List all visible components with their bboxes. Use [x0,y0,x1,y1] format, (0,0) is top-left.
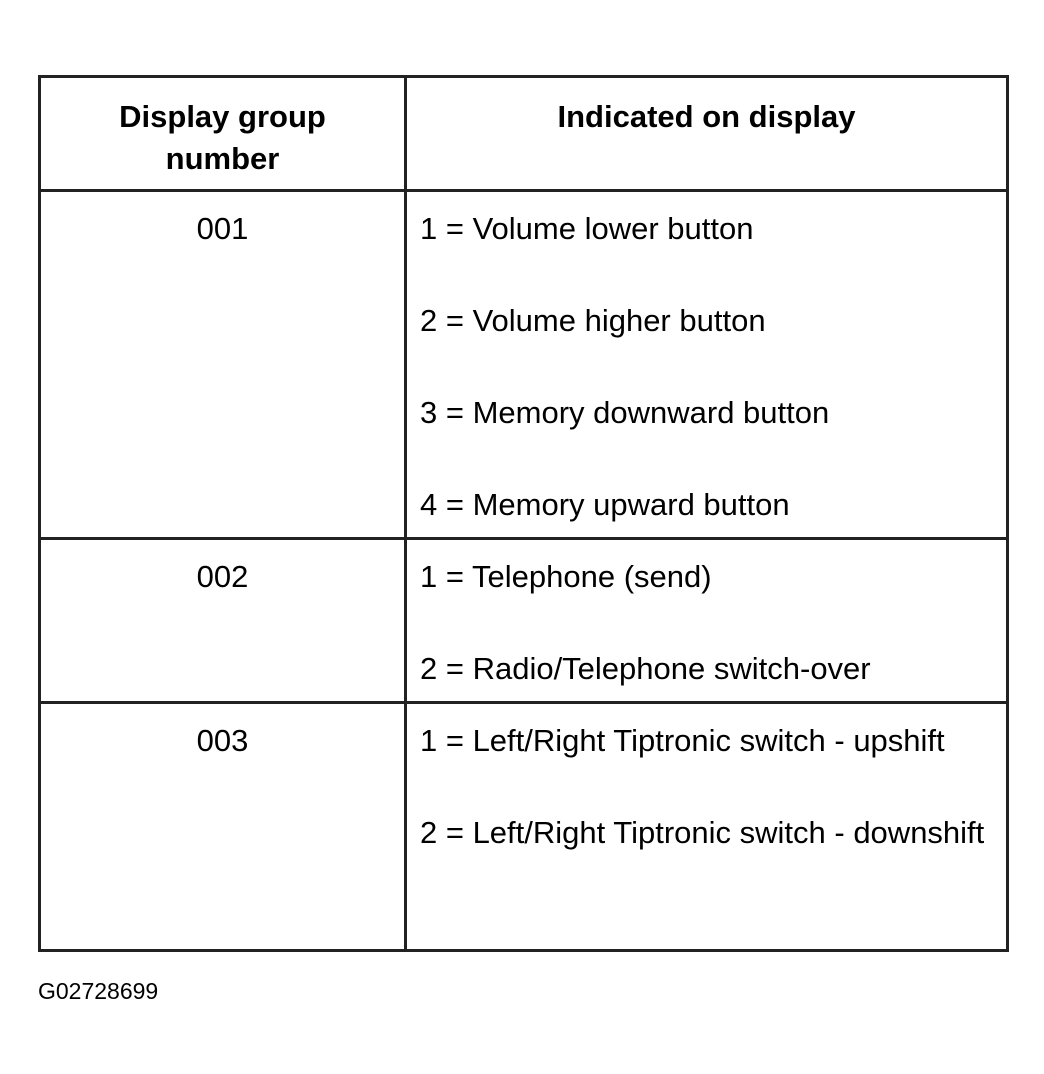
table-row [40,703,1008,951]
header-display-group-number: Display group number [40,77,406,191]
indication-item: 4 = Memory upward button [420,487,790,522]
indication-item: 1 = Left/Right Tiptronic switch - upshift [420,723,945,758]
indication-cell [406,191,1008,539]
header-indicated-on-display: Indicated on display [406,77,1008,191]
indication-item: 2 = Volume higher button [420,303,766,338]
indication-item: 3 = Memory downward button [420,395,830,430]
indication-item: 1 = Volume lower button [420,211,754,246]
indication-cell [406,703,1008,951]
table-row [40,539,1008,703]
group-number-cell: 002 [40,539,406,703]
group-number-cell: 001 [40,191,406,539]
indication-item: 2 = Radio/Telephone switch-over [420,651,871,686]
indication-item: 2 = Left/Right Tiptronic switch - downshift [420,815,985,850]
display-group-table [38,75,1009,952]
indication-cell [406,539,1008,703]
figure-id-label: G02728699 [38,978,159,1004]
indication-item: 1 = Telephone (send) [420,559,712,594]
header-row [40,77,1008,191]
group-number-cell: 003 [40,703,406,951]
table-row [40,191,1008,539]
